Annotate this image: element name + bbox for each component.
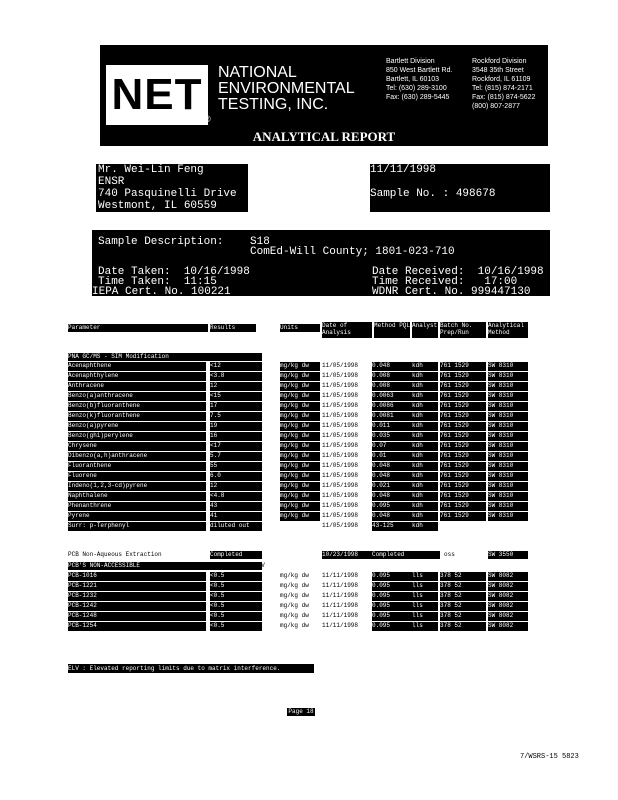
table-header-0: Parameter — [68, 324, 208, 332]
table-header-4: Method PQL — [374, 322, 410, 338]
table-row-analyst: kdh — [412, 492, 438, 501]
table-row-units: mg/kg dw — [280, 512, 320, 521]
table-header-2: Units — [280, 324, 320, 332]
table-row-analyst: kdh — [412, 402, 438, 411]
table-row-date: 11/05/1998 — [322, 392, 359, 399]
table-row-analyst: lls — [412, 582, 438, 591]
table-row-analyst: kdh — [412, 362, 438, 371]
table-row-method: SW 8310 — [488, 362, 528, 371]
table-row-result: 19 — [210, 422, 262, 431]
table-row-units: mg/kg dw — [280, 472, 320, 481]
table-row-result: 12 — [210, 382, 262, 391]
table-row-analyst: kdh — [412, 472, 438, 481]
section-heading-pcb-extraction: PCB Non-Aqueous Extraction — [68, 551, 162, 558]
table-row-parameter: Naphthalene — [68, 492, 206, 501]
table-row-result: <0.5 — [210, 602, 262, 611]
table-row-analyst: lls — [412, 602, 438, 611]
table-header-3: Date of Analysis — [322, 322, 372, 338]
table-row-analyst: kdh — [412, 422, 438, 431]
table-row-result: 17 — [210, 402, 262, 411]
table-row-batch: 761 1529 — [440, 362, 486, 371]
table-row-method: SW 8310 — [488, 422, 528, 431]
table-row-batch: 761 1529 — [440, 442, 486, 451]
table-row-analyst: kdh — [412, 382, 438, 391]
table-row-date: 11/05/1998 — [322, 442, 359, 449]
table-row-units: mg/kg dw — [280, 442, 320, 451]
table-row-parameter: PCB-1254 — [68, 622, 206, 631]
table-row-method: SW 8310 — [488, 512, 528, 521]
table-header-1: Results — [210, 324, 256, 332]
table-row-analyst: kdh — [412, 442, 438, 451]
table-row-units: mg/kg dw — [280, 582, 309, 589]
table-row-method: SW 8082 — [488, 572, 528, 581]
table-row-units: mg/kg dw — [280, 382, 320, 391]
table-row-pql: 0.021 — [372, 482, 412, 491]
table-row-batch: 761 1529 — [440, 412, 486, 421]
table-row-units: mg/kg dw — [280, 452, 320, 461]
document-id: 7/WSRS-15 5823 — [520, 753, 579, 761]
table-row-units: mg/kg dw — [280, 592, 309, 599]
table-row-parameter: Pyrene — [68, 512, 206, 521]
table-row-parameter: Acenaphthylene — [68, 372, 206, 381]
table-row-parameter: Anthracene — [68, 382, 206, 391]
table-row-result: <0.5 — [210, 612, 262, 621]
table-row-batch: 761 1529 — [440, 502, 486, 511]
table-row-pql: 0.048 — [372, 462, 412, 471]
table-row-units: mg/kg dw — [280, 602, 309, 609]
table-row-pql: 0.095 — [372, 582, 412, 591]
table-row-batch: 378 52 — [440, 612, 486, 621]
table-row-batch: 761 1529 — [440, 382, 486, 391]
table-row-batch: 761 1529 — [440, 472, 486, 481]
table-row-date: 11/05/1998 — [322, 502, 359, 509]
table-row-date: 11/05/1998 — [322, 362, 359, 369]
table-row-pql: 0.0081 — [372, 412, 412, 421]
table-row-units: mg/kg dw — [280, 502, 320, 511]
table-row-result: 5.7 — [210, 452, 262, 461]
bartlett-address: Bartlett Division 850 West Bartlett Rd. Bartlett, IL 60103 Tel: (630) 289-3100 Fax: (630) 289-5445 — [386, 58, 453, 101]
sample-info: Sample Description: S18 ComEd-Will County; 1801-023-710 Date Taken: 10/16/1998 Time Taken: 11:15 IEPA Cert. No. 100221 Date Received: 10/16/1998 Time Received: 17:00 WDNR Cert. No. 999447130 — [92, 230, 550, 296]
report-date: 11/11/1998 — [370, 164, 437, 176]
table-row-pql: 0.095 — [372, 592, 412, 601]
table-row-method: SW 8310 — [488, 392, 528, 401]
table-row-pql: 0.0063 — [372, 392, 412, 401]
table-row-result: <17 — [210, 442, 262, 451]
table-row-date: 11/05/1998 — [322, 422, 359, 429]
table-row-method: SW 8310 — [488, 372, 528, 381]
table-row-date: 11/05/1998 — [322, 432, 359, 439]
table-row-date: 11/11/1998 — [322, 622, 359, 629]
table-row-method: SW 8310 — [488, 442, 528, 451]
table-row-analyst: lls — [412, 592, 438, 601]
table-row-method: SW 8310 — [488, 382, 528, 391]
table-row-parameter: Fluorene — [68, 472, 206, 481]
table-row-analyst: kdh — [412, 432, 438, 441]
table-row-batch: 761 1529 — [440, 372, 486, 381]
table-row-units: mg/kg dw — [280, 402, 320, 411]
table-row-pql: 0.095 — [372, 572, 412, 581]
table-row-method: SW 8082 — [488, 602, 528, 611]
table-row-date: 11/05/1998 — [322, 402, 359, 409]
table-row-parameter: PCB-1016 — [68, 572, 206, 581]
table-row-units: mg/kg dw — [280, 622, 309, 629]
table-row-units: mg/kg dw — [280, 362, 320, 371]
client-address: Mr. Wei-Lin Feng ENSR 740 Pasquinelli Drive Westmont, IL 60559 — [96, 164, 248, 212]
table-row-analyst: kdh — [412, 502, 438, 511]
table-row-pql: 0.048 — [372, 512, 412, 521]
table-row-parameter: Indeno(1,2,3-cd)pyrene — [68, 482, 206, 491]
table-row-method: SW 8310 — [488, 502, 528, 511]
table-row-method: SW 8082 — [488, 592, 528, 601]
table-row-result: <0.5 — [210, 572, 262, 581]
table-row-pql: 0.0086 — [372, 402, 412, 411]
table-row-parameter: Benzo(a)pyrene — [68, 422, 206, 431]
table-row-batch: 761 1529 — [440, 492, 486, 501]
table-row-result: 6.0 — [210, 472, 262, 481]
table-row-date: 11/11/1998 — [322, 602, 359, 609]
table-row-pql: 0.008 — [372, 382, 412, 391]
report-title: ANALYTICAL REPORT — [100, 128, 548, 146]
section-heading-pna: PNA GC/MS - SIM Modification — [68, 353, 262, 361]
table-row-batch: 378 52 — [440, 602, 486, 611]
table-row-result: <15 — [210, 392, 262, 401]
table-row-date: 11/05/1998 — [322, 522, 359, 529]
table-row-analyst: kdh — [412, 392, 438, 401]
table-row-method: SW 8310 — [488, 492, 528, 501]
table-row-parameter: PCB-1221 — [68, 582, 206, 591]
table-row-analyst: kdh — [412, 522, 438, 531]
table-row-batch: 761 1529 — [440, 512, 486, 521]
table-row-parameter: PCB-1248 — [68, 612, 206, 621]
table-row-parameter: Acenaphthene — [68, 362, 206, 371]
table-row-units: mg/kg dw — [280, 492, 320, 501]
section3-flag: ELV — [254, 562, 265, 569]
section2-result: Completed — [210, 551, 262, 559]
footnote: ELV : Elevated reporting limits due to matrix interference. — [68, 664, 314, 673]
table-row-result: 16 — [210, 432, 262, 441]
table-header-7: Analytical Method — [488, 322, 528, 338]
table-row-date: 11/11/1998 — [322, 582, 359, 589]
table-row-pql: 0.095 — [372, 502, 412, 511]
company-name: NATIONAL ENVIRONMENTAL TESTING, INC. ® — [204, 64, 355, 124]
table-row-result: 7.5 — [210, 412, 262, 421]
table-row-batch: 378 52 — [440, 592, 486, 601]
table-row-batch: 378 52 — [440, 622, 486, 631]
table-row-pql: 0.035 — [372, 432, 412, 441]
table-row-batch: 761 1529 — [440, 482, 486, 491]
table-row-parameter: Benzo(k)fluoranthene — [68, 412, 206, 421]
table-row-units: mg/kg dw — [280, 422, 320, 431]
table-row-result: <3.8 — [210, 372, 262, 381]
table-row-analyst: kdh — [412, 512, 438, 521]
table-row-parameter: Dibenzo(a,h)anthracene — [68, 452, 206, 461]
table-row-date: 11/05/1998 — [322, 382, 359, 389]
table-row-units: mg/kg dw — [280, 392, 320, 401]
table-row-batch: 378 52 — [440, 572, 486, 581]
table-row-method: SW 8310 — [488, 402, 528, 411]
table-row-date: 11/05/1998 — [322, 372, 359, 379]
section2-method: Completed — [372, 551, 440, 559]
table-row-pql: 0.095 — [372, 612, 412, 621]
table-row-batch: 378 52 — [440, 582, 486, 591]
section2-analyst: oss — [444, 551, 455, 558]
table-row-units: mg/kg dw — [280, 462, 320, 471]
table-row-method: SW 8082 — [488, 612, 528, 621]
table-row-method: SW 8310 — [488, 412, 528, 421]
table-row-method: SW 8310 — [488, 432, 528, 441]
table-row-parameter: Fluoranthene — [68, 462, 206, 471]
table-row-result: diluted out — [210, 522, 262, 531]
table-row-method: SW 8310 — [488, 472, 528, 481]
table-row-analyst: kdh — [412, 452, 438, 461]
table-row-parameter: Benzo(a)anthracene — [68, 392, 206, 401]
table-header-5: Analyst — [412, 322, 438, 338]
table-row-analyst: kdh — [412, 462, 438, 471]
table-row-analyst: kdh — [412, 482, 438, 491]
table-row-parameter: PCB-1242 — [68, 602, 206, 611]
table-row-pql: 0.048 — [372, 362, 412, 371]
table-row-pql: 0.07 — [372, 442, 412, 451]
net-logo: NET — [106, 65, 208, 125]
table-row-date: 11/05/1998 — [322, 482, 359, 489]
table-row-parameter: Chrysene — [68, 442, 206, 451]
table-row-pql: 0.095 — [372, 602, 412, 611]
section2-date: 10/23/1998 — [322, 551, 372, 559]
job-number: 98.13470 — [455, 212, 509, 224]
table-row-parameter: Benzo(b)fluoranthene — [68, 402, 206, 411]
table-row-batch: 761 1529 — [440, 452, 486, 461]
table-row-date: 11/11/1998 — [322, 572, 359, 579]
table-row-result: <4.8 — [210, 492, 262, 501]
table-row-parameter: PCB-1232 — [68, 592, 206, 601]
table-row-units: mg/kg dw — [280, 412, 320, 421]
table-row-pql: 43-125 — [372, 522, 412, 531]
table-row-result: 41 — [210, 512, 262, 521]
table-row-result: 43 — [210, 502, 262, 511]
table-row-date: 11/05/1998 — [322, 472, 359, 479]
table-row-date: 11/05/1998 — [322, 512, 359, 519]
table-row-result: 12 — [210, 482, 262, 491]
table-row-pql: 0.01 — [372, 452, 412, 461]
table-row-date: 11/11/1998 — [322, 592, 359, 599]
table-row-analyst: kdh — [412, 372, 438, 381]
table-row-units: mg/kg dw — [280, 572, 309, 579]
table-row-analyst: lls — [412, 572, 438, 581]
table-row-pql: 0.048 — [372, 492, 412, 501]
table-row-analyst: lls — [412, 622, 438, 631]
table-row-analyst: kdh — [412, 412, 438, 421]
table-row-pql: 0.048 — [372, 472, 412, 481]
table-row-parameter: Benzo(ghi)perylene — [68, 432, 206, 441]
table-row-pql: 0.095 — [372, 622, 412, 631]
table-row-analyst: lls — [412, 612, 438, 621]
table-row-method: SW 8082 — [488, 582, 528, 591]
table-row-method: SW 8082 — [488, 622, 528, 631]
table-row-date: 11/11/1998 — [322, 612, 359, 619]
table-row-batch: 761 1529 — [440, 392, 486, 401]
table-row-units: mg/kg dw — [280, 482, 320, 491]
table-row-batch: 761 1529 — [440, 462, 486, 471]
table-row-method: SW 8310 — [488, 482, 528, 491]
table-row-pql: 0.011 — [372, 422, 412, 431]
table-row-parameter: Surr: p-Terphenyl — [68, 522, 206, 531]
table-row-result: 55 — [210, 462, 262, 471]
table-row-parameter: Phenanthrene — [68, 502, 206, 511]
table-row-batch: 761 1529 — [440, 422, 486, 431]
table-row-result: <0.5 — [210, 582, 262, 591]
table-row-result: <12 — [210, 362, 262, 371]
section-heading-pcbs: PCB'S NON-ACCESSIBLE — [68, 562, 262, 570]
table-row-date: 11/05/1998 — [322, 492, 359, 499]
rockford-address: Rockford Division 3548 35th Street Rockford, IL 61109 Tel: (815) 874-2171 Fax: (815) 874-5622 (800) 807-2877 — [472, 58, 536, 110]
table-row-units: mg/kg dw — [280, 612, 309, 619]
table-row-batch: 761 1529 — [440, 432, 486, 441]
report-reference: 11/11/1998 Sample No. : 498678 NET Job No.: 98.13470 — [370, 164, 550, 212]
table-row-units: mg/kg dw — [280, 372, 320, 381]
table-row-batch: 761 1529 — [440, 402, 486, 411]
table-row-result: <0.5 — [210, 622, 262, 631]
table-header-6: Batch No. Prep/Run — [440, 322, 486, 338]
table-row-method: SW 8310 — [488, 452, 528, 461]
table-row-result: <0.5 — [210, 592, 262, 601]
table-row-date: 11/05/1998 — [322, 452, 359, 459]
table-row-pql: 0.008 — [372, 372, 412, 381]
page-number: Page 18 — [288, 708, 314, 715]
sample-number: 498678 — [455, 188, 496, 200]
section2-anmethod: SW 3550 — [488, 551, 528, 559]
table-row-date: 11/05/1998 — [322, 412, 359, 419]
table-row-units: mg/kg dw — [280, 432, 320, 441]
table-row-date: 11/05/1998 — [322, 462, 359, 469]
table-row-method: SW 8310 — [488, 462, 528, 471]
